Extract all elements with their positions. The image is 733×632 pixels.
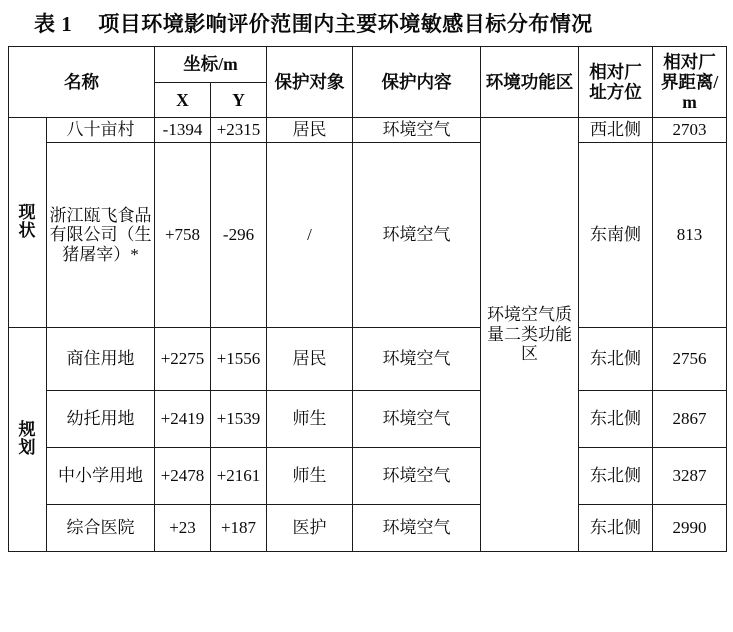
row-distance: 813 — [653, 142, 727, 327]
row-direction: 东北侧 — [579, 447, 653, 504]
row-direction: 东北侧 — [579, 390, 653, 447]
row-y: +1556 — [211, 327, 267, 390]
row-direction: 东北侧 — [579, 504, 653, 551]
row-x: -1394 — [155, 118, 211, 143]
table-row — [9, 118, 727, 143]
header-function-zone: 环境功能区 — [481, 47, 579, 118]
row-object: 师生 — [267, 390, 353, 447]
row-name: 商住用地 — [47, 327, 155, 390]
table-row — [9, 327, 727, 390]
table-body — [9, 118, 727, 552]
table-header — [9, 47, 727, 118]
sensitive-targets-table — [8, 46, 727, 552]
row-distance: 2703 — [653, 118, 727, 143]
row-x: +2275 — [155, 327, 211, 390]
row-object: 居民 — [267, 327, 353, 390]
function-zone-value: 环境空气质量二类功能区 — [481, 118, 579, 552]
table-row — [9, 447, 727, 504]
row-object: 居民 — [267, 118, 353, 143]
row-y: +187 — [211, 504, 267, 551]
row-object: 医护 — [267, 504, 353, 551]
row-y: -296 — [211, 142, 267, 327]
row-y: +1539 — [211, 390, 267, 447]
row-object: / — [267, 142, 353, 327]
row-name: 八十亩村 — [47, 118, 155, 143]
row-direction: 东北侧 — [579, 327, 653, 390]
row-distance: 2867 — [653, 390, 727, 447]
header-name: 名称 — [9, 47, 155, 118]
row-object: 师生 — [267, 447, 353, 504]
row-content: 环境空气 — [353, 327, 481, 390]
header-x: X — [155, 82, 211, 118]
table-row — [9, 142, 727, 327]
table-title: 项目环境影响评价范围内主要环境敏感目标分布情况 — [98, 12, 593, 36]
table-header-row-1 — [9, 47, 727, 83]
table-number: 表 1 — [34, 12, 73, 36]
row-content: 环境空气 — [353, 118, 481, 143]
section-label-current: 现状 — [9, 118, 47, 328]
table-row — [9, 504, 727, 551]
row-x: +758 — [155, 142, 211, 327]
row-x: +23 — [155, 504, 211, 551]
row-distance: 2990 — [653, 504, 727, 551]
section-label-planned: 规划 — [9, 327, 47, 551]
row-content: 环境空气 — [353, 142, 481, 327]
table-row — [9, 390, 727, 447]
header-object: 保护对象 — [267, 47, 353, 118]
table-caption — [8, 6, 725, 46]
row-name: 浙江瓯飞食品有限公司（生猪屠宰）* — [47, 142, 155, 327]
row-distance: 2756 — [653, 327, 727, 390]
row-content: 环境空气 — [353, 447, 481, 504]
header-distance: 相对厂界距离/m — [653, 47, 727, 118]
row-name: 中小学用地 — [47, 447, 155, 504]
row-content: 环境空气 — [353, 390, 481, 447]
row-distance: 3287 — [653, 447, 727, 504]
header-coordinates: 坐标/m — [155, 47, 267, 83]
row-y: +2315 — [211, 118, 267, 143]
row-direction: 东南侧 — [579, 142, 653, 327]
row-x: +2478 — [155, 447, 211, 504]
header-content: 保护内容 — [353, 47, 481, 118]
row-x: +2419 — [155, 390, 211, 447]
header-y: Y — [211, 82, 267, 118]
row-name: 综合医院 — [47, 504, 155, 551]
row-name: 幼托用地 — [47, 390, 155, 447]
header-direction: 相对厂址方位 — [579, 47, 653, 118]
row-y: +2161 — [211, 447, 267, 504]
row-direction: 西北侧 — [579, 118, 653, 143]
row-content: 环境空气 — [353, 504, 481, 551]
